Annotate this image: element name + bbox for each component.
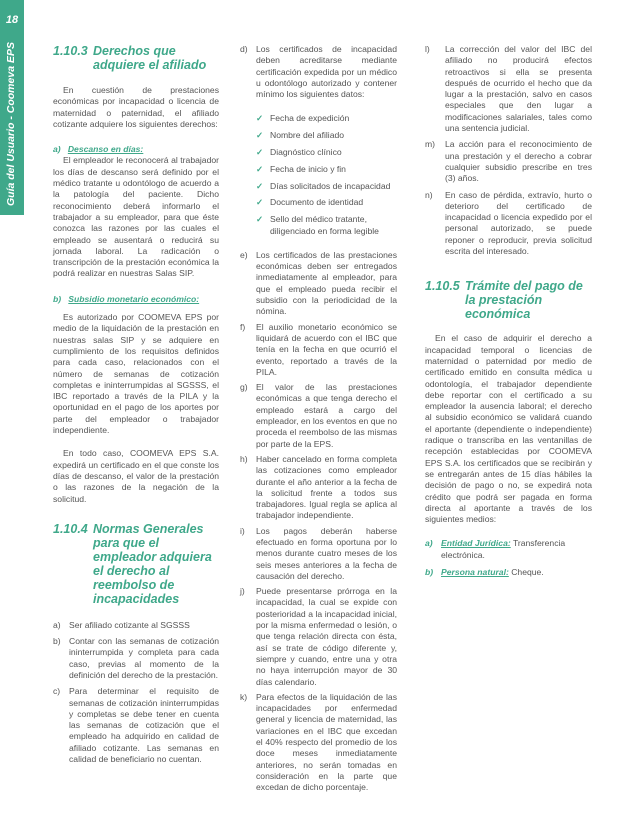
checklist-text: Nombre del afiliado [270,130,345,141]
check-icon: ✓ [256,180,264,191]
list-item [240,692,397,794]
item-text: Los certificados de incapacidad deben acreditarse mediante certificación expedida por un médico u odontólogo autorizado y contener mínimo los siguientes datos: [256,44,397,100]
closing-paragraph: En todo caso, COOMEVA EPS S.A. expedirá un certificado en el que conste los días de descanso, el valor de la prestación o las razones de la negación de la solicitud. [53,448,219,504]
requirements-list [53,620,219,766]
subheading-subsidio [53,294,219,305]
payment-method-juridica [425,538,592,561]
item-text: En caso de pérdida, extravío, hurto o deterioro del certificado de incapacidad o licencia expedido por el personal autorizado, se puede reponer o reproducir, previa solicitud escrita del interesado. [445,189,592,257]
item-label: m) [425,139,436,150]
payment-method-text [441,538,592,561]
item-label: f) [240,321,246,332]
subheading-descanso [53,144,219,155]
checklist-text: Documento de identidad [270,197,364,208]
item-label: e) [240,249,248,260]
section-number: 1.10.4 [53,521,88,536]
side-tab [0,0,24,215]
section-number: 1.10.5 [425,279,460,294]
item-text: Ser afiliado cotizante al SGSSS [69,619,190,630]
requirements-list-cont [240,44,397,100]
check-icon: ✓ [256,197,264,208]
list-item [425,190,592,258]
item-label: i) [240,525,245,536]
checklist-text: Sello del médico tratante, diligenciado en forma legible [270,214,379,236]
requirements-list-cont-3 [425,44,592,257]
list-item [425,44,592,134]
item-text: Los pagos deberán haberse efectuado en forma oportuna por lo menos durante cuatro meses de los seis meses anteriores a la fecha de causación del derecho. [256,525,397,581]
subheading-label: a) [53,144,61,155]
checklist-item [256,214,397,237]
check-icon: ✓ [256,113,264,124]
column-3 [425,44,592,578]
list-item [240,250,397,318]
list-item [240,322,397,378]
payment-method-text [441,567,544,578]
section-heading-1-10-5 [425,279,592,321]
checklist-text: Días solicitados de incapacidad [270,180,391,191]
payment-process-paragraph: En el caso de adquirir el derecho a incapacidad temporal o licencias de maternidad o paternidad por medio de certificado emitido en consulta médica u odontología, el trabajador dependiente debe reportar con el certificado a su empleador la ausencia laboral; el derecho al subsidio económico se validará cuando el aportante (dependiente o independiente) radique o transcriba en las ventanillas de recepción establecidas por COOMEVA EPS S.A. los certificados que se recibirán y se entregarán antes de 15 días hábiles la decisión de pago o no, se expedirá nota crédito que podrá ser pagada en forma directa al aportante a través de los siguientes medios: [425,333,592,525]
intro-paragraph: En cuestión de prestaciones económicas por incapacidad o licencia de maternidad o paternidad, el afiliado cotizante adquiere los siguientes derechos: [53,85,219,129]
item-label: b) [425,566,434,577]
subheading-title: Subsidio monetario económico: [68,293,200,304]
check-icon: ✓ [256,163,264,174]
subsidio-paragraph: Es autorizado por COOMEVA EPS por medio de la liquidación de la prestación en nuestras salas SIP y se adquiere en cumplimiento de los requisitos definidos para cada caso, relacionados con el número de semanas de cotización completas e ininterrumpidas al SGSSS, el IBC reportado a través de la PILA y la oportunidad en el pago de los aportes por parte del empleador o trabajador independiente. [53,312,219,436]
list-item [53,620,219,631]
check-icon: ✓ [256,130,264,141]
item-label: n) [425,189,433,200]
item-label: l) [425,44,430,54]
section-title: Trámite del pago de la prestación económica [465,279,583,322]
item-text: Haber cancelado en forma completa las cotizaciones como empleador durante el año anterior a la fecha de la solicitud frente a todos sus trabajadores. Igual regla se aplica al trabajador independiente. [256,453,397,521]
section-title: Normas Generales para que el empleador adquiera el derecho al reembolso de incapacidades [93,521,212,606]
checklist-text: Fecha de inicio y fin [270,163,346,174]
payment-method-title: Persona natural: [441,566,509,577]
item-label: h) [240,453,248,464]
item-text: Los certificados de las prestaciones económicas deben ser entregados inmediatamente al empleador, para que el empleado pueda recibir el subsidio con la periodicidad de la nómina. [256,249,397,317]
item-label: b) [53,636,61,647]
item-text: Puede presentarse prórroga en la incapacidad, la cual se expide con posterioridad a la incapacidad inicial, por la misma enfermedad o lesión, o que tenga relación directa con ésta, así se trate de código diferente y, siempre y cuando, entre una y otra no haya interrupción mayor de 30 días calendario. [256,586,397,687]
list-item [240,526,397,582]
checklist-item [256,164,397,175]
checklist-item [256,147,397,158]
item-label: c) [53,686,61,697]
section-title: Derechos que adquiere el afiliado [93,44,207,72]
checklist-item [256,113,397,124]
item-text: Contar con las semanas de cotización ininterrumpida y completa para cada caso, previas al momento de la definición del derecho de la prestación. [69,636,219,680]
list-item [240,586,397,688]
item-text: Para efectos de la liquidación de las incapacidades por enfermedad general y licencia de maternidad, las variaciones en el IBC que excedan el 40% respecto del promedio de los doce meses inmediatamente anteriores, no serán tomadas en consideración en la parte que excedan de dicho porcentaje. [256,691,397,793]
section-number: 1.10.3 [53,44,88,58]
checklist-item [256,181,397,192]
item-label: a) [425,538,433,549]
payment-method-title: Entidad Jurídica: [441,538,511,549]
payment-method-value: Cheque. [511,566,544,577]
section-heading-1-10-3 [53,44,219,72]
column-2 [240,44,397,794]
list-item [240,44,397,100]
item-text: El auxilio monetario económico se liquidará de acuerdo con el IBC que tenía en la fecha en que ocurrió el evento, reportado a través de la PILA. [256,321,397,377]
subheading-label: b) [53,293,62,304]
side-title: Guía del Usuario - Coomeva EPS [5,42,17,206]
descanso-paragraph: El empleador le reconocerá al trabajador los días de descanso será definido por el médico tratante u odontólogo de acuerdo a la patología del paciente. Dicho reconocimiento deberá informarlo el trabajador a su empleador, para que éste conozca las razones por las cuales el empleado se ausentará o reducirá su jornada laboral. La radicación o transcripción de la prestación económica la podrá realizar en nuestras Salas SIP. [53,155,219,279]
list-item [53,686,219,765]
page-number: 18 [5,14,19,26]
checklist-item [256,197,397,208]
payment-method-natural [425,567,592,578]
check-icon: ✓ [256,147,264,158]
list-item [240,454,397,522]
subheading-title: Descanso en días: [67,144,144,155]
item-text: La acción para el reconocimiento de una prestación y el derecho a cobrar cualquier subsidio prescribe en tres (3) años. [445,139,592,184]
certificate-data-checklist [256,113,397,236]
payment-method-value: Transferencia electrónica. [441,538,566,560]
item-text: Para determinar el requisito de semanas de cotización ininterrumpidas y completas se debe tener en cuenta las semanas de cotización que el empleado ha adquirido en calidad de afiliado cotizante. Las semanas en calidad de beneficiario no cuentan. [69,686,219,765]
item-text: El valor de las prestaciones económicas a que tenga derecho el empleado estará a cargo del empleador, en los eventos en que no proceda el reembolso de las mismas por parte de la EPS. [256,382,397,449]
section-heading-1-10-4 [53,522,219,606]
check-icon: ✓ [256,214,264,225]
item-label: g) [240,382,248,393]
list-item [240,382,397,450]
item-label: d) [240,44,248,54]
checklist-item [256,130,397,141]
item-text: La corrección del valor del IBC del afiliado no producirá efectos retroactivos si ella se presenta después de ocurrido el hecho que da lugar a la prestación, salvo en casos especiales que den lugar a modificaciones salariales, tales como una sentencia judicial. [445,44,592,134]
column-1 [53,44,219,765]
item-label: k) [240,691,248,702]
list-item [53,636,219,681]
list-item [425,139,592,184]
item-label: a) [53,619,61,630]
checklist-text: Diagnóstico clínico [270,147,342,158]
checklist-text: Fecha de expedición [270,113,350,124]
item-label: j) [240,586,245,597]
requirements-list-cont-2 [240,250,397,794]
